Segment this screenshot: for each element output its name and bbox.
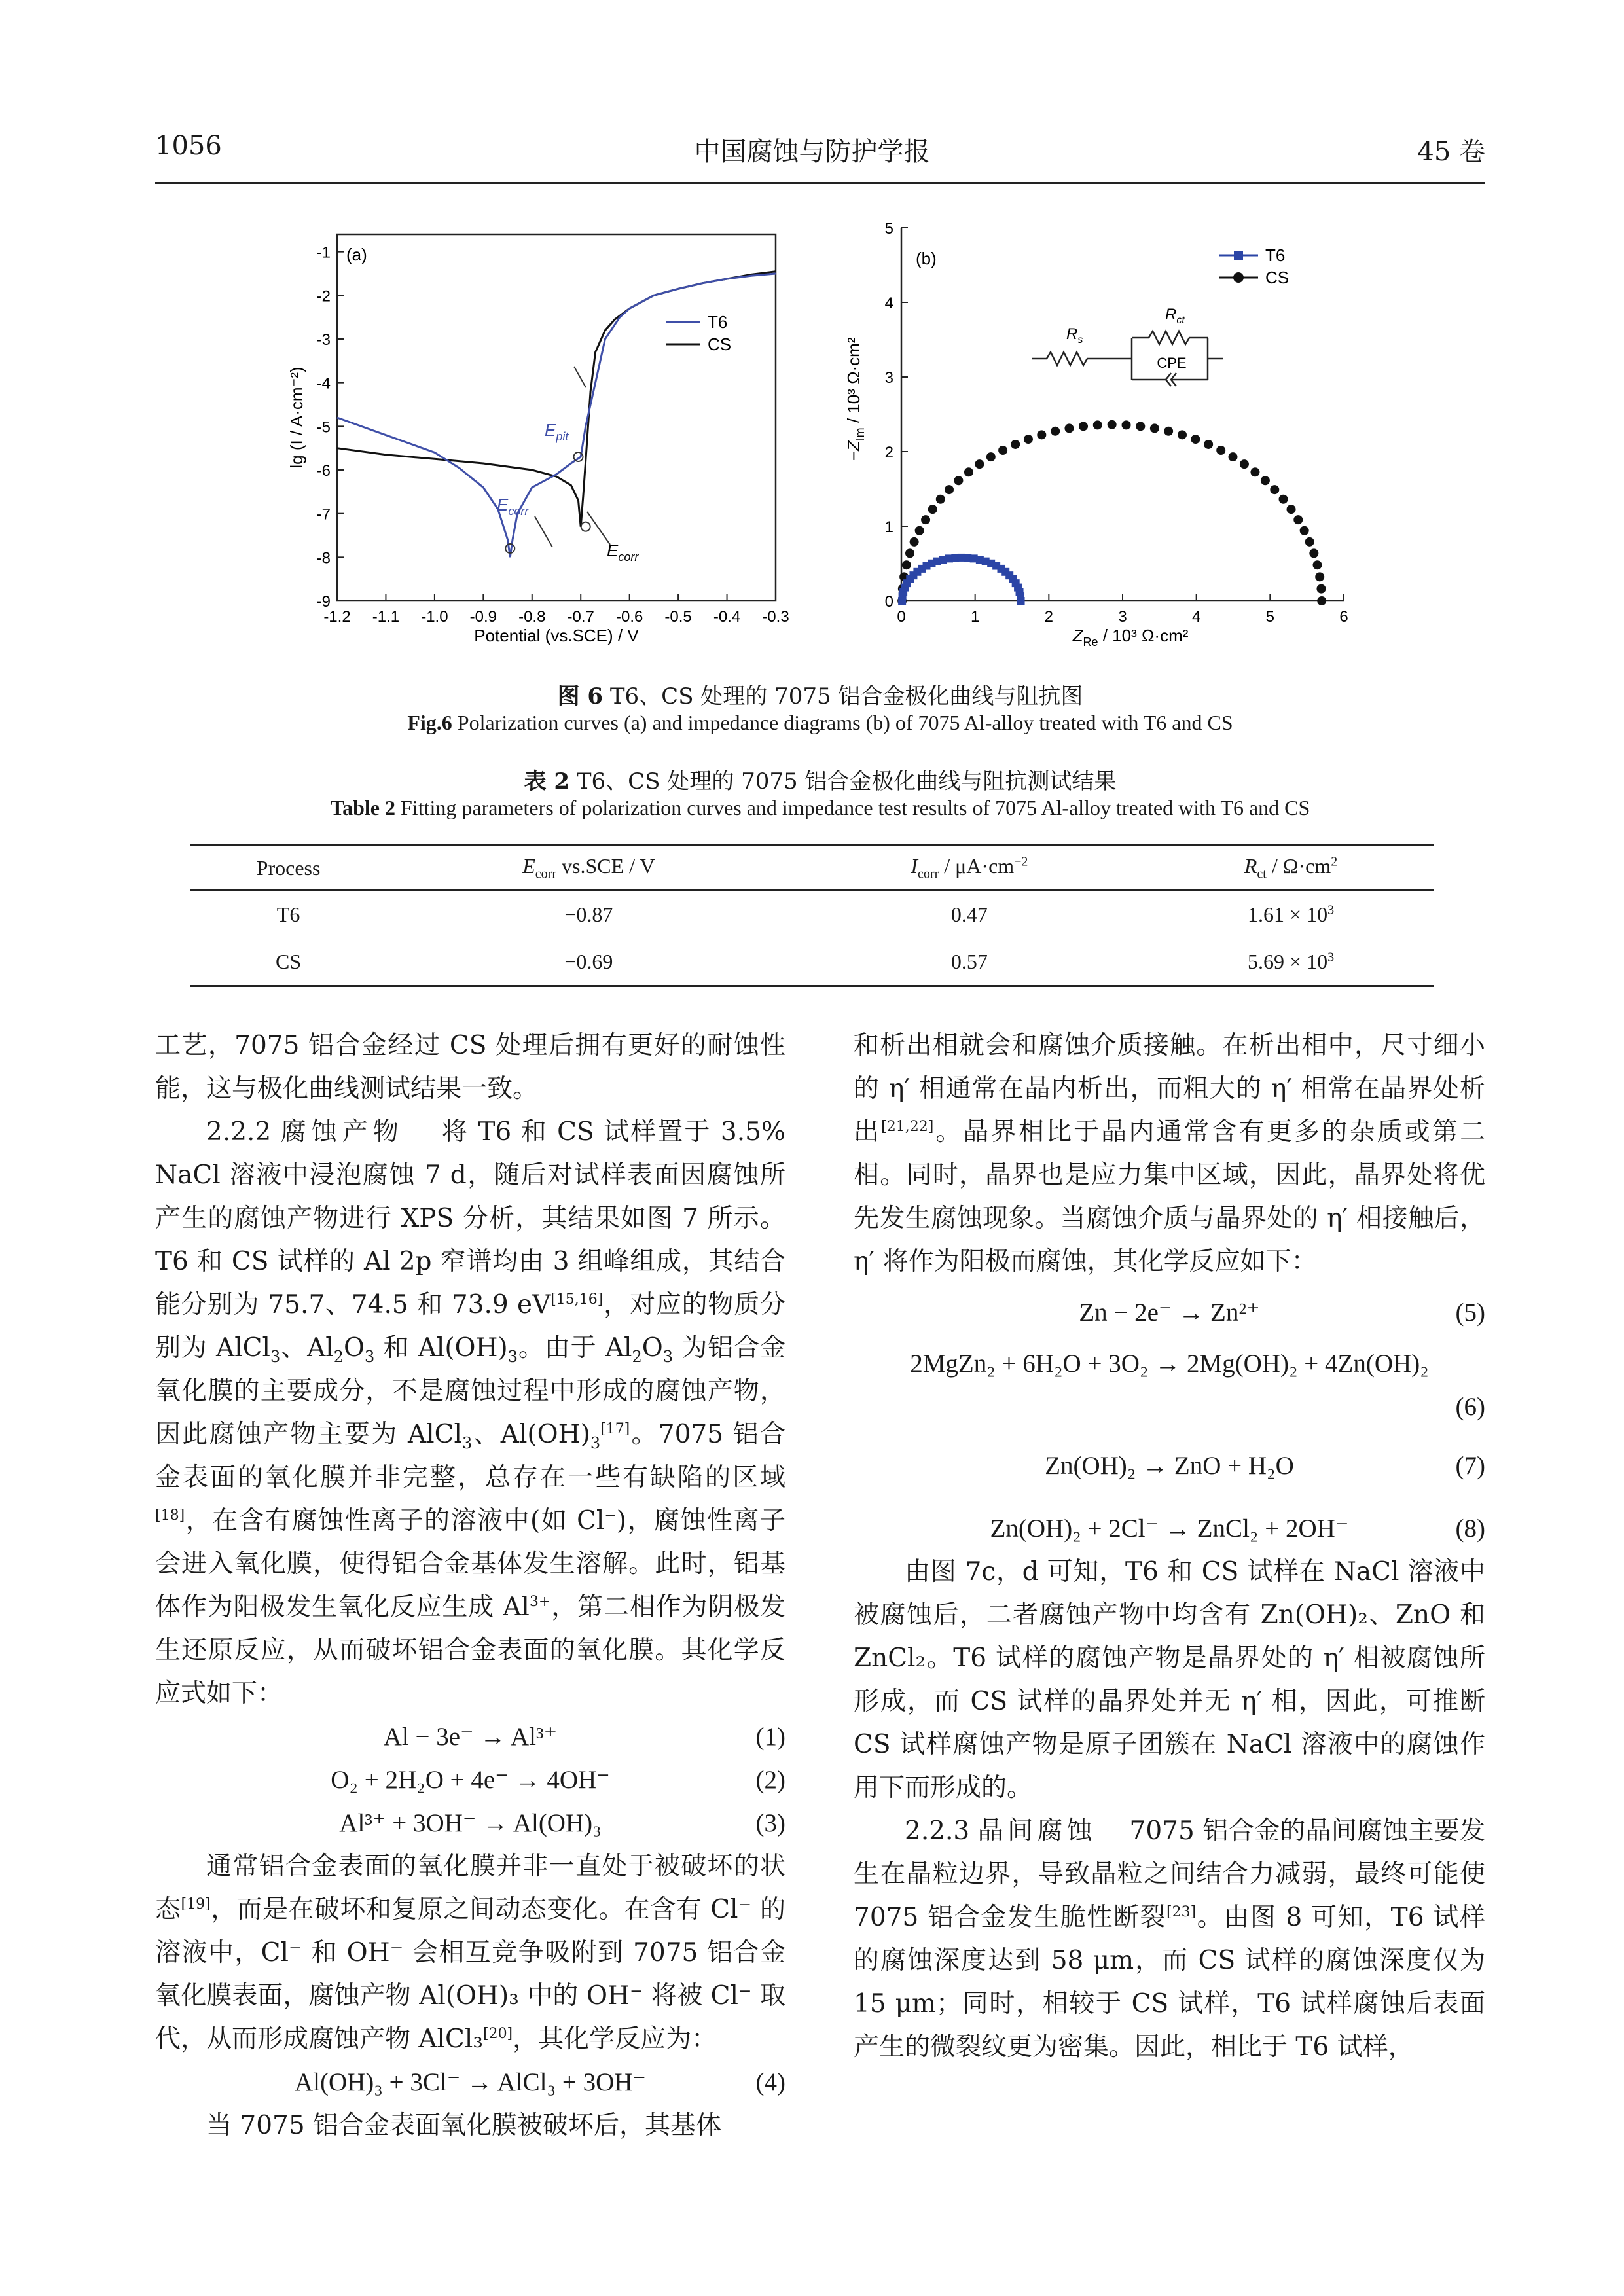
y-tick-label: 4 <box>884 295 893 312</box>
cs-point <box>1300 526 1309 535</box>
circuit-rs-label: $R_s$ <box>1066 325 1083 346</box>
table-header-row <box>190 846 1434 891</box>
equation-1: Al − 3e⁻ → Al³⁺ (1) <box>383 1723 785 1751</box>
cs-point <box>1108 420 1117 429</box>
cell-ecorr: −0.69 <box>387 938 791 986</box>
y-tick-label: -2 <box>316 287 331 306</box>
cs-point <box>1079 422 1088 431</box>
cs-point <box>1136 422 1145 431</box>
x-tick-label: 2 <box>1044 608 1054 626</box>
cs-point <box>1122 420 1131 429</box>
equation-4: Al(OH)₃ + 3Cl⁻ → AlCl₃ + 3OH⁻ (4) <box>294 2068 785 2096</box>
panel-a-ylabel: lg (I / A·cm⁻²) <box>287 367 306 469</box>
legend-b-cs-marker <box>1233 272 1244 283</box>
table-caption-en: Table 2 Fitting parameters of polarization curves and impedance test results of 7075 Al-alloy treated with T6 and CS <box>330 796 1310 819</box>
cs-point <box>1270 485 1279 494</box>
label-ecorr-t6: $E_{corr}$ <box>497 495 529 518</box>
cell-rct: $1.61 \times 10^3$ <box>1248 902 1335 926</box>
circuit-rct-label: $R_{ct}$ <box>1165 306 1185 326</box>
equivalent-circuit <box>1032 331 1223 386</box>
th-rct: $R_{ct} / \Omega\cdot cm^2$ <box>1148 846 1434 891</box>
cell-ecorr: −0.87 <box>564 902 613 926</box>
x-tick-label: 1 <box>970 608 980 626</box>
cs-point <box>964 467 973 476</box>
th-ecorr: $E_{corr}$ vs.SCE / V <box>387 846 791 891</box>
panel-a <box>287 234 789 645</box>
x-tick-label: 4 <box>1191 608 1201 626</box>
left-column <box>155 1024 785 2147</box>
cs-point <box>1315 572 1324 581</box>
panel-b-label: (b) <box>916 249 937 268</box>
cs-point <box>921 515 930 524</box>
equation-7: Zn(OH)₂ → ZnO + H₂O (7) <box>1045 1452 1485 1480</box>
cs-point <box>1216 446 1225 455</box>
cs-point <box>1051 427 1060 436</box>
x-tick-label: 3 <box>1118 608 1127 626</box>
cs-point <box>1164 427 1173 436</box>
section-title: 腐蚀产物 <box>280 1117 404 1147</box>
cs-point <box>1287 505 1296 514</box>
th-icorr: $I_{corr} / \mu A\cdot cm^{-2}$ <box>791 846 1148 891</box>
volume-label: 45 卷 <box>1417 137 1485 167</box>
cell-icorr: 0.57 <box>791 938 1148 986</box>
y-tick-label: -4 <box>316 374 331 393</box>
figure-caption-en: Fig.6 Polarization curves (a) and impedance diagrams (b) of 7075 Al-alloy treated with T6 and CS <box>407 711 1233 734</box>
cs-point <box>1250 467 1259 476</box>
y-tick-label: -9 <box>316 593 331 611</box>
paragraph: 当 7075 铝合金表面氧化膜被破坏后，其基体 <box>206 2111 722 2140</box>
cs-point <box>1011 440 1020 449</box>
cs-point <box>1240 459 1249 469</box>
cs-point <box>1150 423 1159 433</box>
cs-point <box>936 495 945 504</box>
equation-6: 2MgZn₂ + 6H₂O + 3O₂ → 2Mg(OH)₂ + 4Zn(OH)₂ <box>910 1350 1429 1378</box>
paragraph: 2.2.3 晶间腐蚀 7075 铝合金的晶间腐蚀主要发生在晶粒边界，导致晶粒之间结合力减弱，最终可能使 7075 铝合金发生脆性断裂[23]。由图 8 可知，T6 试样的腐蚀深度达到 58 μm，而 CS 试样的腐蚀深度仅为 15 μm；同时，相较于 CS 试样，T6 试样腐蚀后表面产生的微裂纹更为密集。因此，相比于 T6 试样， <box>854 1816 1485 2062</box>
figure-6-svg <box>155 216 1485 674</box>
legend-a-cs-label: CS <box>708 334 732 354</box>
paragraph: 通常铝合金表面的氧化膜并非一直处于被破坏的状态[19]，而是在破坏和复原之间动态变化。在含有 Cl⁻ 的溶液中，Cl⁻ 和 OH⁻ 会相互竞争吸附到 7075 铝合金氧化膜表面，腐蚀产物 Al(OH)₃ 中的 OH⁻ 将被 Cl⁻ 取代，从而形成腐蚀产物 AlCl₃[20]，其化学反应为： <box>155 1852 785 2054</box>
panel-a-xlabel: Potential (vs.SCE) / V <box>474 626 639 645</box>
cs-point <box>975 459 984 469</box>
y-tick-label: -3 <box>316 331 331 349</box>
cs-point <box>928 505 937 514</box>
equation-8: Zn(OH)₂ + 2Cl⁻ → ZnCl₂ + 2OH⁻ (8) <box>990 1515 1485 1543</box>
cs-point <box>998 446 1007 455</box>
epit-arrow-line <box>574 367 586 387</box>
x-tick-label: -0.8 <box>518 608 546 626</box>
th-process: Process <box>190 846 387 891</box>
y-tick-label: 1 <box>884 518 893 536</box>
cs-point <box>915 526 924 535</box>
x-tick-label: -0.9 <box>469 608 497 626</box>
cell-process: CS <box>190 938 387 986</box>
t6-point <box>1017 597 1025 605</box>
legend-a-t6-label: T6 <box>708 312 728 332</box>
y-tick-label: -5 <box>316 418 331 437</box>
equation-5: Zn − 2e⁻ → Zn²⁺ (5) <box>1079 1299 1485 1327</box>
cs-point <box>1316 584 1326 594</box>
x-tick-label: 5 <box>1265 608 1275 626</box>
x-tick-label: -1.0 <box>421 608 448 626</box>
cs-point <box>1024 435 1033 444</box>
cs-point <box>1317 596 1326 605</box>
cs-point <box>910 537 919 547</box>
label-ecorr-cs: $E_{corr}$ <box>607 541 639 564</box>
journal-title: 中国腐蚀与防护学报 <box>694 137 930 167</box>
paragraph: 2.2.2 腐蚀产物 将 T6 和 CS 试样置于 3.5% NaCl 溶液中浸泡腐蚀 7 d，随后对试样表面因腐蚀所产生的腐蚀产物进行 XPS 分析，其结果如图 7 所示。T6 和 CS 试样的 Al 2p 窄谱均由 3 组峰组成，其结合能分别为 75.7、74.5 和 73.9 eV[15,16]，对应的物质分别为 AlCl$_3$、$Al_2O_3$ 和 $Al(OH)_3$。由于 $Al_2O_3$ 为铝合金氧化膜的主要成分，不是腐蚀过程中形成的腐蚀产物，因此腐蚀产物主要为 AlCl$_3$、$Al(OH)_3[17]$。7075 铝合金表面的氧化膜并非完整，总存在一些有缺陷的区域[18]，在含有腐蚀性离子的溶液中(如 Cl−)，腐蚀性离子会进入氧化膜，使得铝合金基体发生溶解。此时，铝基体作为阳极发生氧化反应生成 $Al^{3+}$，第二相作为阴极发生还原反应，从而破坏铝合金表面的氧化膜。其化学反应式如下： <box>155 1117 785 1708</box>
cell-process: T6 <box>276 902 300 926</box>
results-table <box>190 844 1434 987</box>
series-t6-points <box>898 554 1024 605</box>
series-cs-points <box>897 420 1326 605</box>
paragraph: 工艺，7075 铝合金经过 CS 处理后拥有更好的耐蚀性能，这与极化曲线测试结果一致。 <box>155 1031 785 1103</box>
paragraph: 和析出相就会和腐蚀介质接触。在析出相中，尺寸细小的 η′ 相通常在晶内析出，而粗大的 η′ 相常在晶界处析出[21,22]。晶界相比于晶内通常含有更多的杂质或第二相。同时，晶界也是应力集中区域，因此，晶界处将优先发生腐蚀现象。当腐蚀介质与晶界处的 η′ 相接触后，η′ 将作为阳极而腐蚀，其化学反应如下： <box>854 1031 1485 1276</box>
header-rule <box>155 182 1485 184</box>
cs-point <box>1312 560 1322 569</box>
page-number: 1056 <box>155 131 222 161</box>
cs-point <box>905 548 914 558</box>
panel-b <box>844 220 1348 649</box>
marker-ecorr-cs <box>581 522 590 531</box>
cs-point <box>986 452 996 461</box>
x-tick-label: -0.7 <box>567 608 594 626</box>
cs-point <box>1309 548 1318 558</box>
cs-point <box>902 560 911 569</box>
y-tick-label: 5 <box>884 220 893 238</box>
y-tick-label: -1 <box>316 243 331 262</box>
panel-b-xlabel: $Z_{Re} / 10^3$ Ω·cm² <box>1072 626 1189 649</box>
cs-point <box>1037 430 1046 439</box>
panel-a-label: (a) <box>346 245 367 264</box>
cs-point <box>1178 430 1187 439</box>
x-tick-label: -0.5 <box>664 608 692 626</box>
x-tick-label: -0.6 <box>615 608 643 626</box>
circuit-cpe-label: CPE <box>1157 355 1187 371</box>
paragraph: 由图 7c，d 可知，T6 和 CS 试样在 NaCl 溶液中被腐蚀后，二者腐蚀产物中均含有 Zn(OH)₂、ZnO 和 ZnCl₂。T6 试样的腐蚀产物是晶界处的 η′ 相被腐蚀所形成，而 CS 试样的晶界处并无 η′ 相，因此，可推断 CS 试样腐蚀产物是原子团簇在 NaCl 溶液中的腐蚀作用下而形成的。 <box>854 1557 1485 1803</box>
curve-cs <box>337 272 776 527</box>
cs-point <box>1229 452 1238 461</box>
table-caption-cn: 表 2 T6、CS 处理的 7075 铝合金极化曲线与阻抗测试结果 <box>524 768 1117 795</box>
x-tick-label: -1.1 <box>372 608 400 626</box>
cs-point <box>954 476 963 485</box>
cs-point <box>945 485 954 494</box>
label-epit: $E_{pit}$ <box>545 420 569 443</box>
cs-point <box>1305 537 1314 547</box>
table-row <box>190 890 1434 938</box>
cs-point <box>1279 495 1288 504</box>
equation-3: Al³⁺ + 3OH⁻ → Al(OH)₃ (3) <box>339 1809 785 1837</box>
x-tick-label: 6 <box>1339 608 1348 626</box>
section-number: 2.2.3 <box>905 1816 970 1846</box>
legend-b-t6-marker <box>1234 251 1243 260</box>
y-tick-label: 2 <box>884 444 893 461</box>
y-tick-label: 3 <box>884 369 893 387</box>
legend-b-t6-label: T6 <box>1265 245 1286 265</box>
x-tick-label: -0.4 <box>713 608 741 626</box>
table-row <box>190 938 1434 986</box>
x-tick-label: 0 <box>897 608 906 626</box>
cs-point <box>1204 440 1213 449</box>
cell-icorr: 0.47 <box>950 902 988 926</box>
section-number: 2.2.2 <box>206 1117 272 1147</box>
section-title: 晶间腐蚀 <box>977 1816 1096 1846</box>
y-tick-label: -8 <box>316 549 331 567</box>
cs-point <box>1191 435 1200 444</box>
panel-b-ylabel: $-Z_{Im} / 10^3$ Ω·cm² <box>844 337 867 461</box>
cs-point <box>1064 423 1074 433</box>
y-tick-label: 0 <box>884 593 893 611</box>
figure-caption-cn: 图 6 T6、CS 处理的 7075 铝合金极化曲线与阻抗图 <box>557 683 1083 709</box>
cs-point <box>1293 515 1303 524</box>
panel-a-frame <box>337 234 776 601</box>
legend-b-cs-label: CS <box>1265 268 1290 287</box>
equation-6-number: (6) <box>1455 1393 1485 1421</box>
cell-rct: $5.69 \times 10^3$ <box>1148 938 1434 986</box>
cs-point <box>1261 476 1270 485</box>
figure-6 <box>155 216 1485 674</box>
equation-2: O₂ + 2H₂O + 4e⁻ → 4OH⁻ (2) <box>331 1766 785 1794</box>
y-tick-label: -7 <box>316 505 331 524</box>
x-tick-label: -1.2 <box>323 608 351 626</box>
cs-point <box>1093 420 1102 429</box>
ecorr-t6-arrow-line <box>535 516 552 547</box>
x-tick-label: -0.3 <box>762 608 789 626</box>
y-tick-label: -6 <box>316 462 331 480</box>
right-column <box>854 1024 1485 2069</box>
